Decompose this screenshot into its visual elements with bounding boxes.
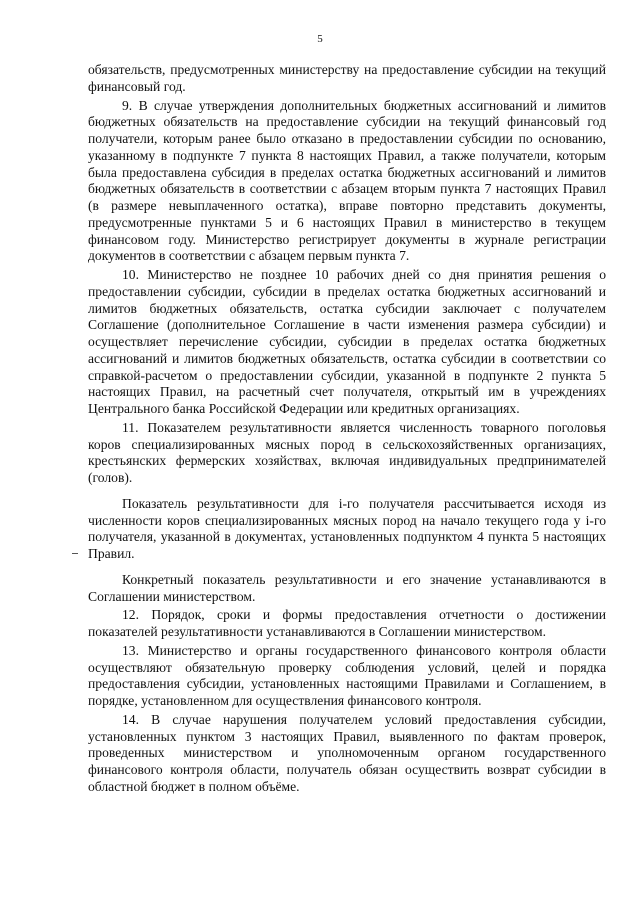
paragraph-10: 10. Министерство не позднее 10 рабочих дней со дня принятия решения о предоставлении субсидии, субсидии в пределах остатка бюджетных ассигнований и лимитов бюджетных обязательств, остатка субсидии заключает с получателем Соглашение (дополнительное Соглашение в части изменения размера субсидии) и осуществляет перечисление субсидии, субсидии в пределах остатка бюджетных ассигнований и лимитов бюджетных обязательств, остатка субсидии в соответствии со справкой-расчетом о предоставлении субсидии, указанной в подпункте 2 пункта 5 настоящих Правил, на расчетный счет получателя, открытый им в учреждениях Центрального банка Российской Федерации или кредитных организациях. bbox=[88, 267, 606, 416]
paragraph-14: 14. В случае нарушения получателем условий предоставления субсидии, установленных пунктом 3 настоящих Правил, выявленного по фактам проверок, проведенных министерством и уполномоченным органом государственного финансового контроля области, получатель обязан осуществить возврат субсидии в областной бюджет в полном объёме. bbox=[88, 711, 606, 794]
paragraph-11-calculation: Показатель результативности для i-го получателя рассчитывается исходя из численности коров специализированных мясных пород на начало текущего года у i-го получателя, указанной в документах, установленных подпунктом 4 пункта 5 настоящих Правил. bbox=[88, 495, 606, 561]
paragraph-9: 9. В случае утверждения дополнительных бюджетных ассигнований и лимитов бюджетных обязательств на предоставление субсидии на текущий финансовый год получатели, которым ранее было отказано в предоставлении субсидии по основанию, указанному в подпункте 7 пункта 8 настоящих Правил, а также получатели, которым была предоставлена субсидия в пределах остатка бюджетных ассигнований и лимитов бюджетных обязательств в соответствии с абзацем вторым пункта 7 настоящих Правил (в размере невыплаченного остатка), вправе повторно представить документы, предусмотренные пунктами 5 и 6 настоящих Правил в министерство в текущем финансовом году. Министерство регистрирует документы в журнале регистрации документов в соответствии с абзацем первым пункта 7. bbox=[88, 97, 606, 264]
paragraph-11: 11. Показателем результативности является численность товарного поголовья коров специализированных мясных пород в сельскохозяйственных организациях, крестьянских фермерских хозяйствах, включая индивидуальных предпринимателей (голов). bbox=[88, 419, 606, 485]
paragraph-13: 13. Министерство и органы государственного финансового контроля области осуществляют обязательную проверку соблюдения условий, целей и порядка предоставления субсидии, установленных настоящими Правилами и Соглашением, в порядке, установленном для осуществления финансового контроля. bbox=[88, 642, 606, 708]
paragraph-12: 12. Порядок, сроки и формы предоставления отчетности о достижении показателей результативности устанавливаются в Соглашении министерством. bbox=[88, 607, 606, 639]
document-body bbox=[88, 62, 606, 796]
paragraph-11-target-value: Конкретный показатель результативности и его значение устанавливаются в Соглашении министерством. bbox=[88, 571, 606, 604]
page-number: 5 bbox=[317, 33, 323, 45]
paragraph-continuation: обязательств, предусмотренных министерству на предоставление субсидии на текущий финансовый год. bbox=[88, 62, 606, 94]
scan-mark bbox=[72, 553, 78, 554]
